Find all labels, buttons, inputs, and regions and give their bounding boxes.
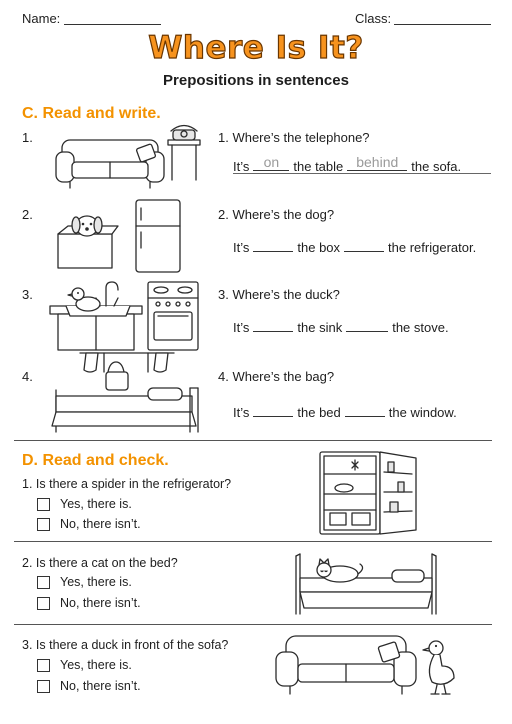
answer-fill-1: on xyxy=(263,154,280,170)
duck-sofa-illustration xyxy=(272,630,458,702)
question-text: 1. Where’s the telephone? xyxy=(218,130,370,145)
answer-sentence xyxy=(233,156,461,174)
check-question: 3. Is there a duck in front of the sofa? xyxy=(22,638,229,652)
item-number: 2. xyxy=(22,207,33,222)
section-divider xyxy=(14,440,492,441)
option-label: No, there isn’t. xyxy=(60,596,141,610)
answer-blank-1[interactable] xyxy=(253,317,293,332)
answer-blank-2[interactable] xyxy=(344,237,384,252)
check-question: 2. Is there a cat on the bed? xyxy=(22,556,178,570)
answer-fill-2: behind xyxy=(356,154,399,170)
answer-blank-1[interactable] xyxy=(253,237,293,252)
answer-lead: It’s xyxy=(233,320,250,335)
item-number: 3. xyxy=(22,287,33,302)
checkbox[interactable] xyxy=(37,576,50,589)
answer-sentence xyxy=(233,317,449,335)
answer-blank-1[interactable] xyxy=(253,402,293,417)
answer-blank-2[interactable] xyxy=(346,317,388,332)
answer-lead: It’s xyxy=(233,240,250,255)
answer-middle: the box xyxy=(297,240,341,255)
option-yes[interactable] xyxy=(37,658,132,672)
checkbox[interactable] xyxy=(37,518,50,531)
item-number: 1. xyxy=(22,130,33,145)
answer-underline xyxy=(233,173,491,174)
question-text: 3. Where’s the duck? xyxy=(218,287,340,302)
option-no[interactable] xyxy=(37,596,141,610)
item-number: 4. xyxy=(22,369,33,384)
option-yes[interactable] xyxy=(37,497,132,511)
class-field[interactable] xyxy=(394,24,491,25)
name-field[interactable] xyxy=(64,24,161,25)
bag-bed-window-illustration xyxy=(50,350,202,436)
question-text: 4. Where’s the bag? xyxy=(218,369,335,384)
open-refrigerator-illustration xyxy=(318,450,422,536)
answer-end: the stove. xyxy=(392,320,449,335)
answer-blank-2[interactable] xyxy=(347,156,407,171)
option-no[interactable] xyxy=(37,679,141,693)
option-no[interactable] xyxy=(37,517,141,531)
option-label: Yes, there is. xyxy=(60,497,132,511)
section-divider xyxy=(14,624,492,625)
option-label: No, there isn’t. xyxy=(60,517,141,531)
check-question: 1. Is there a spider in the refrigerator? xyxy=(22,477,232,491)
dog-box-refrigerator-illustration xyxy=(54,196,184,274)
option-label: Yes, there is. xyxy=(60,575,132,589)
class-label: Class: xyxy=(355,11,392,26)
checkbox[interactable] xyxy=(37,680,50,693)
option-yes[interactable] xyxy=(37,575,132,589)
answer-middle: the bed xyxy=(297,405,341,420)
option-label: No, there isn’t. xyxy=(60,679,141,693)
section-d-heading: D. Read and check. xyxy=(22,452,169,469)
answer-lead: It’s xyxy=(233,159,250,174)
section-c-heading: C. Read and write. xyxy=(22,105,161,122)
answer-end: the sofa. xyxy=(411,159,462,174)
sofa-telephone-illustration xyxy=(52,122,202,192)
worksheet-title: Where Is It? xyxy=(148,30,364,66)
worksheet-subtitle: Prepositions in sentences xyxy=(163,72,349,89)
answer-end: the window. xyxy=(388,405,457,420)
checkbox[interactable] xyxy=(37,597,50,610)
answer-sentence xyxy=(233,237,476,255)
section-divider xyxy=(14,541,492,542)
option-label: Yes, there is. xyxy=(60,658,132,672)
answer-lead: It’s xyxy=(233,405,250,420)
name-label: Name: xyxy=(22,11,61,26)
answer-middle: the table xyxy=(293,159,344,174)
answer-blank-2[interactable] xyxy=(345,402,385,417)
answer-sentence xyxy=(233,402,457,420)
question-text: 2. Where’s the dog? xyxy=(218,207,335,222)
cat-on-bed-illustration xyxy=(294,548,438,618)
duck-sink-stove-illustration xyxy=(48,276,202,354)
answer-end: the refrigerator. xyxy=(388,240,477,255)
answer-blank-1[interactable] xyxy=(253,156,289,171)
checkbox[interactable] xyxy=(37,659,50,672)
answer-middle: the sink xyxy=(297,320,343,335)
checkbox[interactable] xyxy=(37,498,50,511)
